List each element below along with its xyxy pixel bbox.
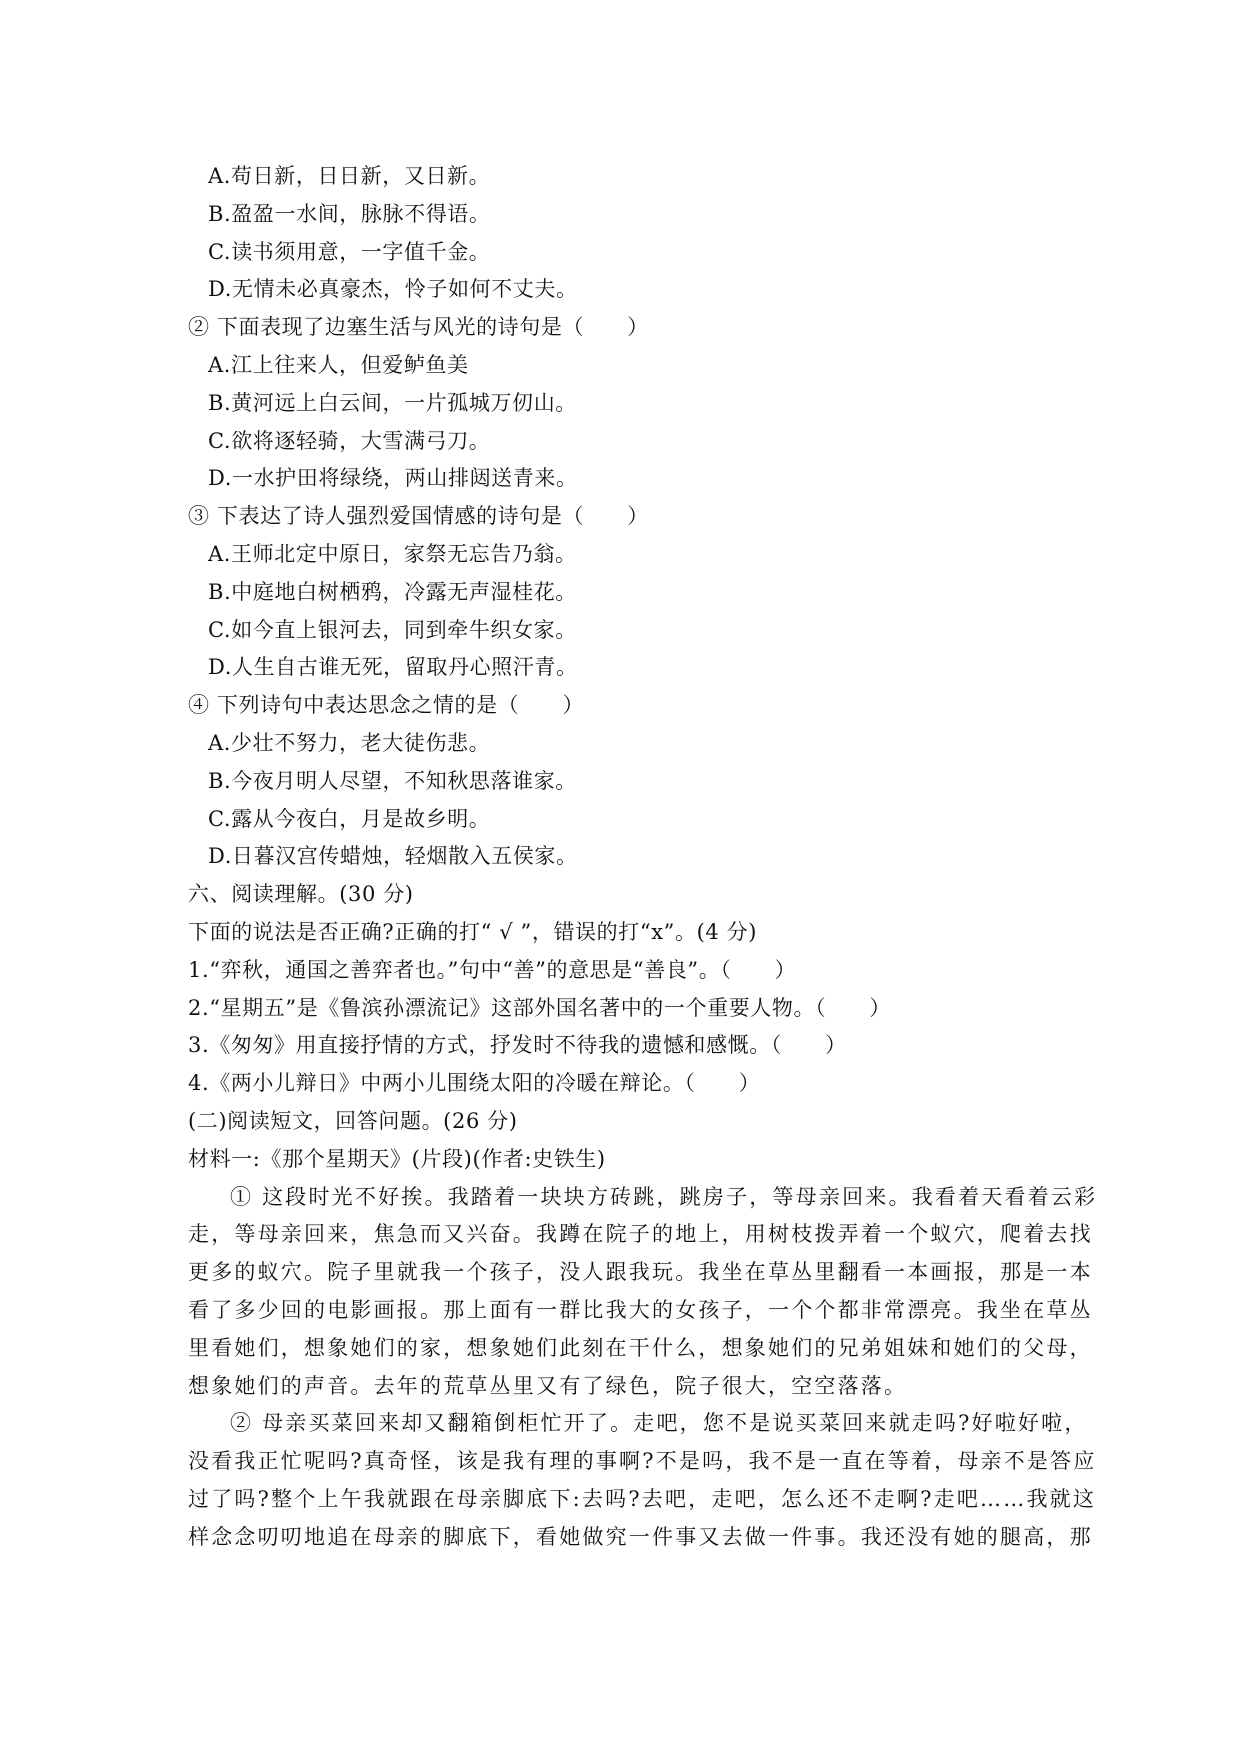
q2-option-b: B.黄河远上白云间，一片孤城万仞山。	[208, 390, 577, 415]
paragraph-line: 里看她们，想象她们的家，想象她们此刻在干什么，想象她们的兄弟姐妹和她们的父母，	[188, 1335, 1093, 1360]
exam-page	[188, 158, 1098, 1556]
q2-option-a: A.江上往来人，但爱鲈鱼美	[208, 352, 469, 377]
tf-item-3: 3.《匆匆》用直接抒情的方式，抒发时不待我的遗憾和感慨。（ ）	[188, 1033, 847, 1058]
tf-item-2: 2.“星期五”是《鲁滨孙漂流记》这部外国名著中的一个重要人物。（ ）	[188, 995, 892, 1020]
passage-paragraph-1	[188, 1179, 1098, 1406]
q3-option-b: B.中庭地白树栖鸦，冷露无声湿桂花。	[208, 579, 577, 604]
paragraph-line: 看了多少回的电影画报。那上面有一群比我大的女孩子，一个个都非常漂亮。我坐在草丛	[188, 1297, 1093, 1322]
paragraph-line: ② 母亲买菜回来却又翻箱倒柜忙开了。走吧，您不是说买菜回来就走吗?好啦好啦，	[230, 1411, 1088, 1436]
question-2	[188, 309, 1058, 498]
material-title: 材料一:《那个星期天》(片段)(作者:史铁生)	[188, 1146, 606, 1171]
paragraph-line: 走，等母亲回来，焦急而又兴奋。我蹲在院子的地上，用树枝拨弄着一个蚁穴，爬着去找	[188, 1222, 1093, 1247]
q4-option-c: C.露从今夜白，月是故乡明。	[208, 806, 491, 831]
q1-option-d: D.无情未必真豪杰，怜子如何不丈夫。	[208, 277, 578, 302]
q2-option-d: D.一水护田将绿绕，两山排闼送青来。	[208, 466, 578, 491]
tf-item-4: 4.《两小儿辩日》中两小儿围绕太阳的冷暖在辩论。（ ）	[188, 1071, 761, 1096]
question-3	[188, 498, 1058, 687]
question-1-options	[188, 158, 1058, 309]
paragraph-line: 过了吗?整个上午我就跟在母亲脚底下:去吗?去吧，走吧，怎么还不走啊?走吧……我就这	[188, 1486, 1097, 1511]
q1-option-c: C.读书须用意，一字值千金。	[208, 239, 491, 264]
q2-stem: ② 下面表现了边塞生活与风光的诗句是（ ）	[188, 315, 649, 340]
part-2-title: (二)阅读短文，回答问题。(26 分)	[188, 1108, 518, 1133]
q4-stem: ④ 下列诗句中表达思念之情的是（ ）	[188, 693, 585, 718]
paragraph-line: 更多的蚁穴。院子里就我一个孩子，没人跟我玩。我坐在草丛里翻看一本画报，那是一本	[188, 1260, 1093, 1285]
paragraph-line: 样念念叨叨地追在母亲的脚底下，看她做究一件事又去做一件事。我还没有她的腿高，那	[188, 1524, 1093, 1549]
q4-option-a: A.少壮不努力，老大徒伤悲。	[208, 730, 491, 755]
section-6	[188, 876, 1098, 1556]
passage-paragraph-2	[188, 1405, 1097, 1556]
q3-option-d: D.人生自古谁无死，留取丹心照汗青。	[208, 655, 578, 680]
tf-item-1: 1.“弈秋，通国之善弈者也。”句中“善”的意思是“善良”。（ ）	[188, 957, 797, 982]
question-4	[188, 687, 1058, 876]
q3-option-a: A.王师北定中原日，家祭无忘告乃翁。	[208, 541, 577, 566]
q3-option-c: C.如今直上银河去，同到牵牛织女家。	[208, 617, 577, 642]
q4-option-b: B.今夜月明人尽望，不知秋思落谁家。	[208, 768, 577, 793]
q1-option-a: A.苟日新，日日新，又日新。	[208, 164, 491, 188]
q4-option-d: D.日暮汉宫传蜡烛，轻烟散入五侯家。	[208, 844, 578, 869]
q3-stem: ③ 下表达了诗人强烈爱国情感的诗句是（ ）	[188, 504, 649, 529]
paragraph-line: 想象她们的声音。去年的荒草丛里又有了绿色，院子很大，空空落落。	[188, 1373, 908, 1398]
true-false-instruction: 下面的说法是否正确?正确的打“ √ ”，错误的打“x”。(4 分)	[188, 919, 757, 944]
paragraph-line: ① 这段时光不好挨。我踏着一块块方砖跳，跳房子，等母亲回来。我看着天看着云彩	[230, 1184, 1098, 1209]
q2-option-c: C.欲将逐轻骑，大雪满弓刀。	[208, 428, 491, 453]
q1-option-b: B.盈盈一水间，脉脉不得语。	[208, 201, 491, 226]
section-6-title: 六、阅读理解。(30 分)	[188, 882, 414, 907]
paragraph-line: 没看我正忙呢吗?真奇怪，该是我有理的事啊?不是吗，我不是一直在等着，母亲不是答应	[188, 1449, 1097, 1474]
